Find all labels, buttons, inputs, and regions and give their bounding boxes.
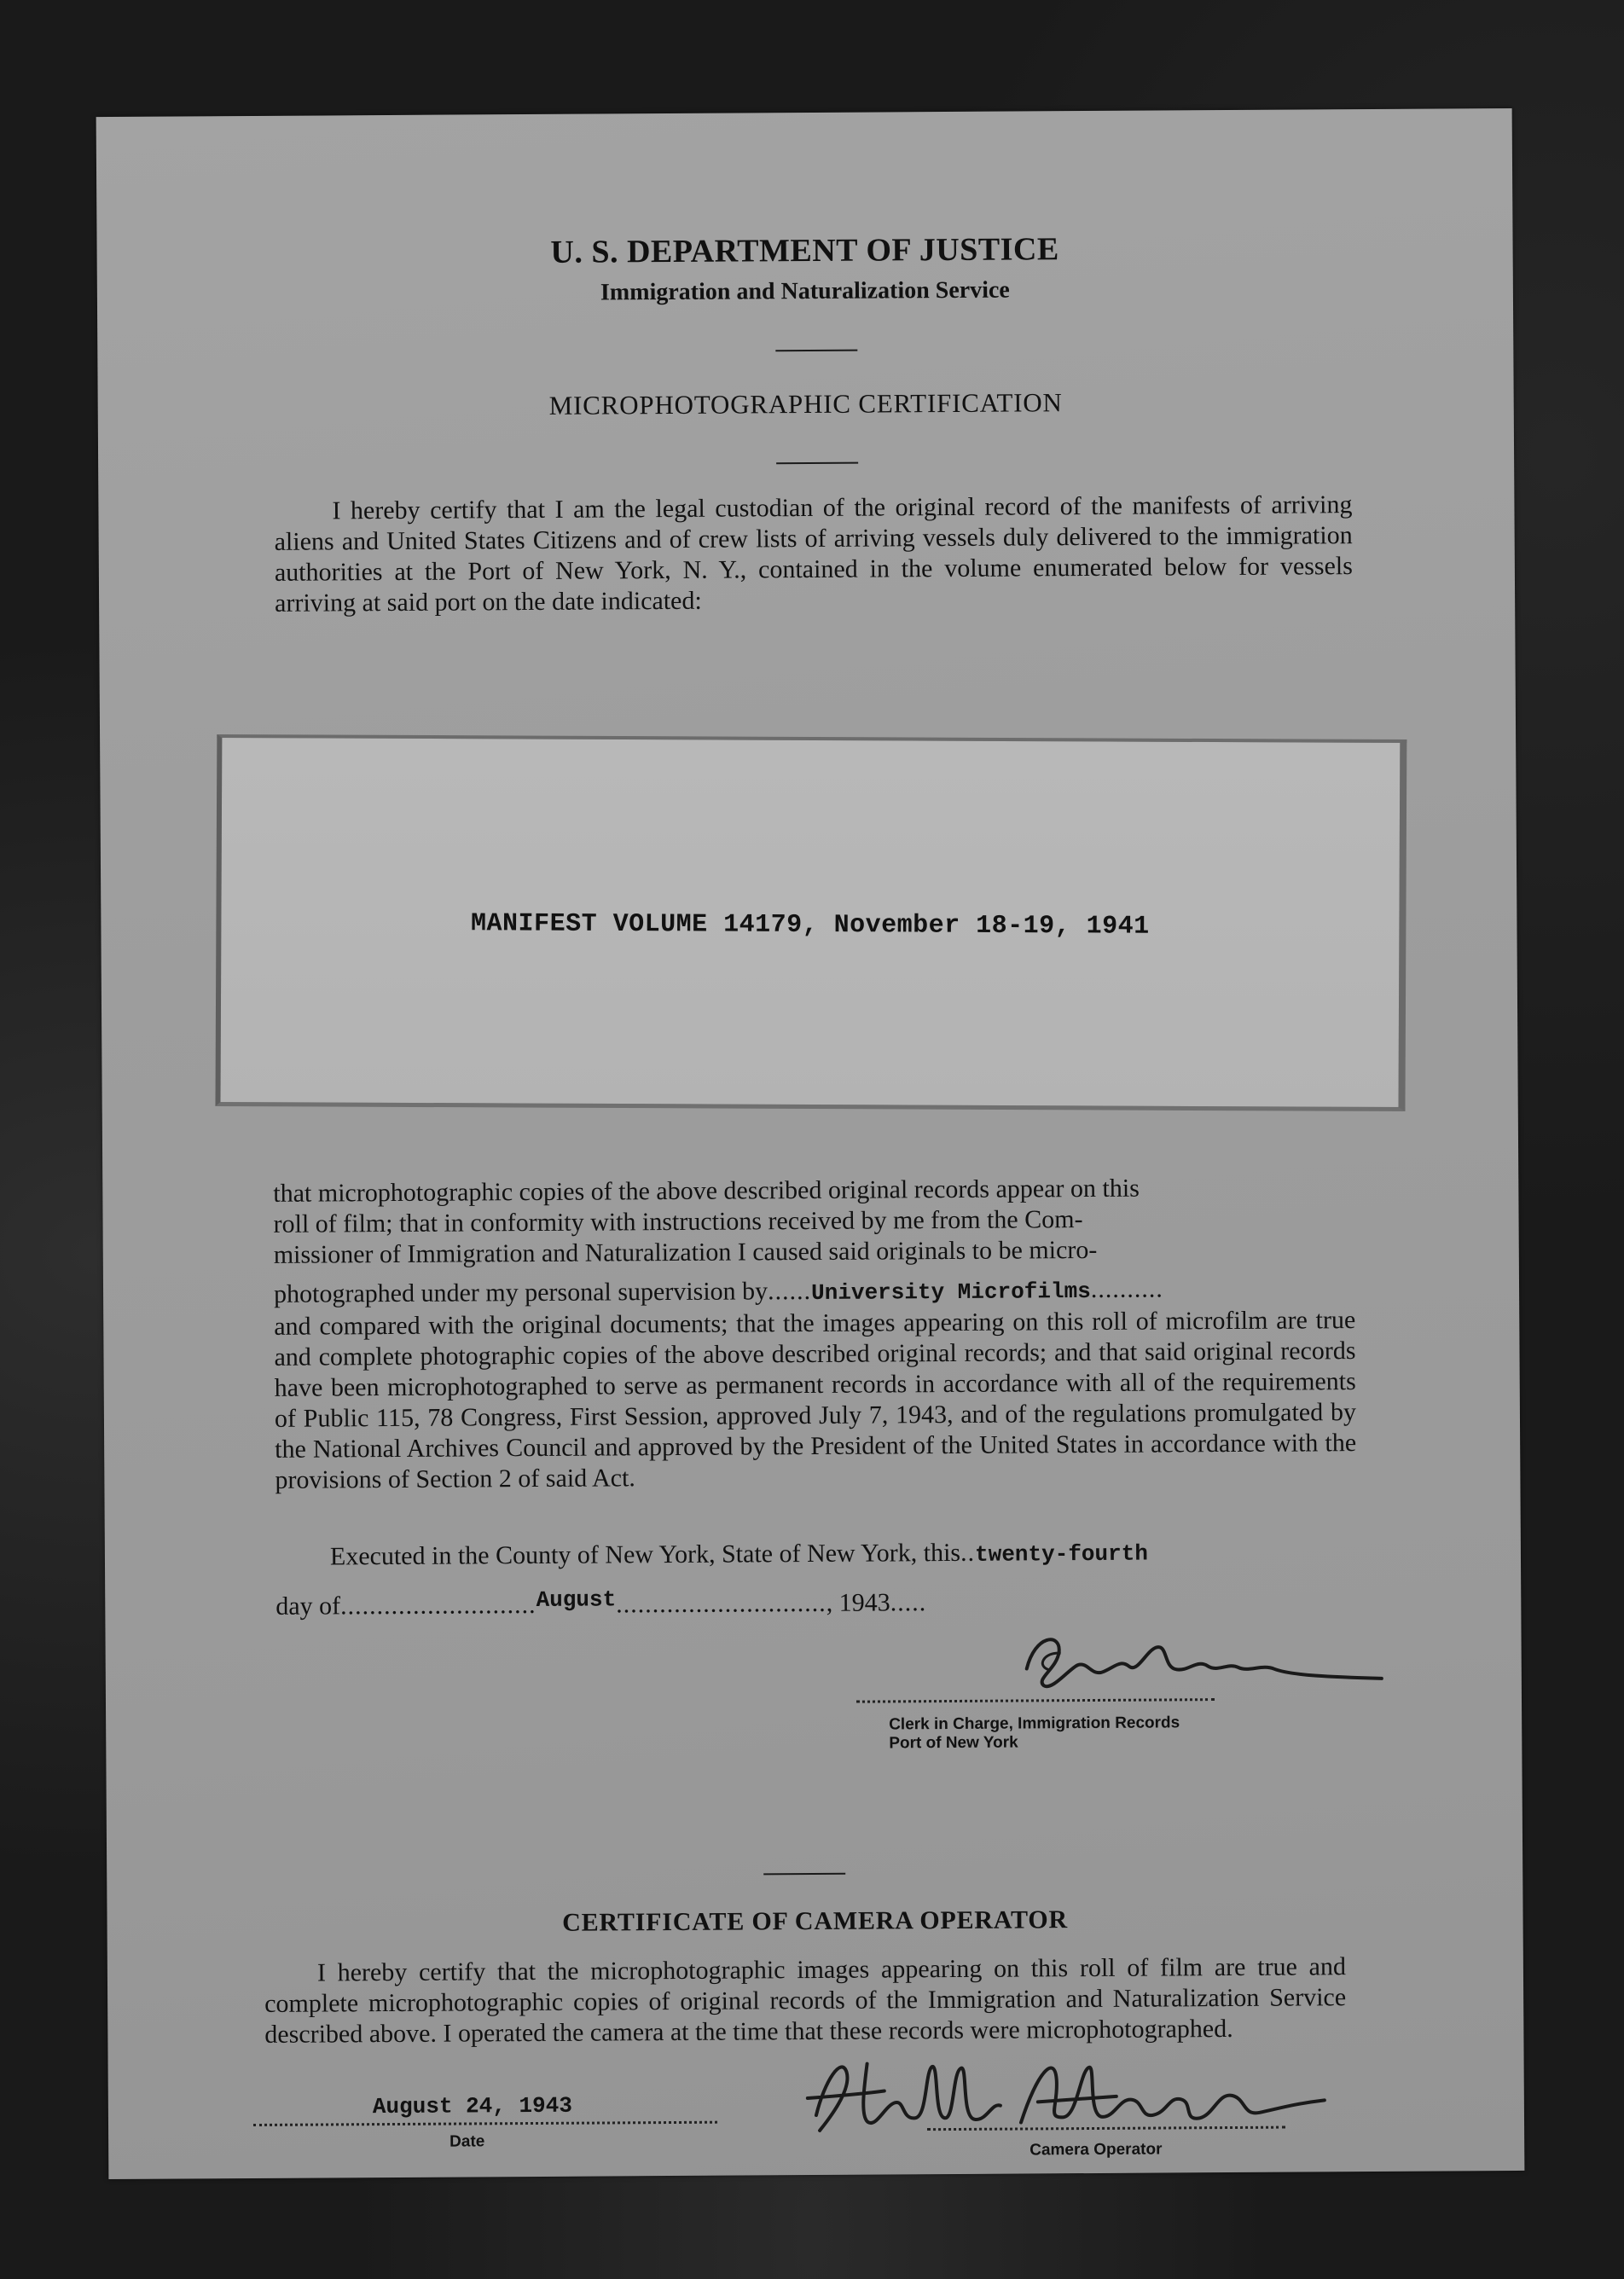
date-dotted-line [253,2121,717,2126]
header-divider-top [775,350,857,352]
fill-dots: ..... [890,1588,927,1617]
fill-dots: ............................. [616,1588,826,1619]
camera-certificate-title: CERTIFICATE OF CAMERA OPERATOR [562,1905,1069,1937]
month-line [276,1586,1128,1624]
service-subheading: Immigration and Naturalization Service [600,276,1010,306]
operator-caption: Camera Operator [1030,2140,1163,2160]
execution-month: August [536,1586,617,1613]
camera-date-block [253,2092,731,2151]
execution-day: twenty-fourth [974,1540,1149,1568]
section-divider [763,1873,845,1876]
fill-dots: .......... [1090,1274,1163,1303]
manifest-volume-card [215,734,1406,1111]
fill-dots: ........................... [340,1590,536,1621]
clerk-title: Clerk in Charge, Immigration Records [889,1714,1180,1734]
camera-certificate-paragraph: I hereby certify that the microphotographic images appearing on this roll of film are true and complete microphotographic copies of original records of the Immigration and Naturalization Service described above. I operated the camera at the time that these records were microphotographed. [264,1952,1347,2049]
body-line: that microphotographic copies of the above described original records appear on this [273,1174,1140,1208]
supervisor-name: University Microfilms [811,1278,1091,1306]
fill-dots: .. [960,1538,976,1567]
supervisor-prefix: photographed under my personal supervision by [273,1277,768,1308]
body-line: missioner of Immigration and Naturalization I caused said originals to be micro- [273,1235,1098,1269]
header-divider-bottom [776,462,858,465]
supervisor-line [274,1273,1355,1312]
clerk-office: Port of New York [889,1733,1018,1753]
fill-dots: ...... [768,1276,812,1306]
execution-year: , 1943 [826,1588,890,1617]
certification-body [273,1172,1356,1496]
certification-title: MICROPHOTOGRAPHIC CERTIFICATION [548,387,1063,420]
body-line: roll of film; that in conformity with instructions received by me from the Com- [273,1205,1083,1238]
intro-paragraph: I hereby certify that I am the legal custodian of the original record of the manifests of arriving aliens and United States Citizens and of crew lists of arriving vessels duly delivered to the immigration authorities at the Port of New York, N. Y., contained in the volume enumerated below for vessels arriving at said port on the date indicated: [274,490,1353,618]
certification-document [96,108,1525,2179]
clerk-signature [1009,1615,1385,1703]
execution-prefix: Executed in the County of New York, State of New York, this [329,1538,961,1571]
department-heading: U. S. DEPARTMENT OF JUSTICE [550,231,1059,270]
clerk-caption [889,1714,1180,1753]
body-remainder: and compared with the original documents; that the images appearing on this roll of microfilm are true and complete photographic copies of the above described original records; and that said original records have been microphotographed to serve as permanent records in accordance with all of the requirements of Public 115, 78 Congress, First Session, approved July 7, 1943, and of the regulations promulgated by the National Archives Council and approved by the President of the United States in accordance with the provisions of Section 2 of said Act. [274,1306,1357,1494]
date-caption: Date [450,2132,485,2151]
camera-date-value: August 24, 1943 [372,2092,573,2120]
execution-line [276,1535,1357,1574]
manifest-volume-label: MANIFEST VOLUME 14179, November 18-19, 1941 [471,909,1150,942]
day-of-label: day of [276,1592,341,1621]
